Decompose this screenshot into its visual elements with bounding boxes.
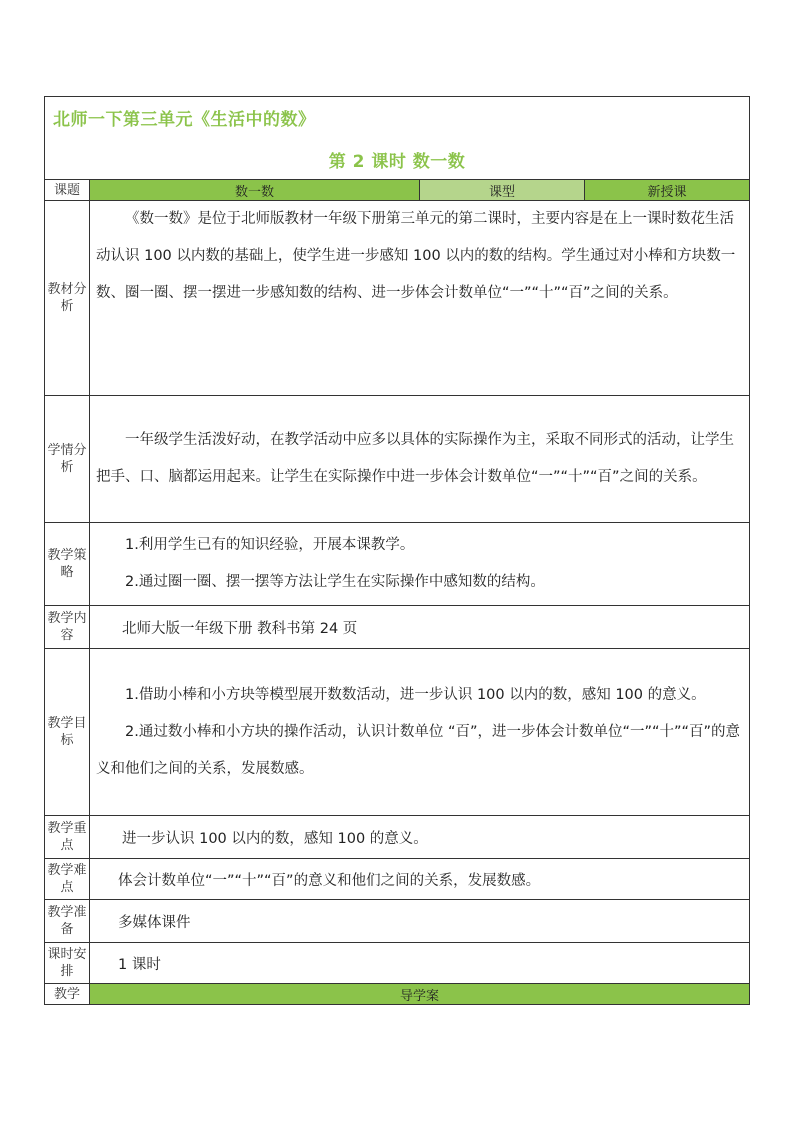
learner-analysis-row	[45, 396, 750, 523]
textbook-analysis-content	[90, 201, 750, 396]
topic-label: 课题	[45, 180, 90, 201]
learner-analysis-paragraph: 一年级学生活泼好动，在教学活动中应多以具体的实际操作为主，采取不同形式的活动，让学生把手、口、脑都运用起来。让学生在实际操作中进一步体会计数单位“一”“十”“百”之间的关系。	[96, 432, 734, 485]
topic-header-row	[45, 180, 750, 201]
teaching-content-text: 北师大版一年级下册 教科书第 24 页	[90, 606, 750, 649]
goal-item: 1.借助小棒和小方块等模型展开数数活动，进一步认识 100 以内的数，感知 100 的意义。	[125, 686, 706, 703]
difficulties-row	[45, 859, 750, 900]
strategy-label: 教学策略	[45, 523, 90, 606]
hours-text: 1 课时	[90, 943, 750, 984]
learner-analysis-content	[90, 396, 750, 523]
title-cell	[45, 97, 750, 180]
difficulties-label: 教学难点	[45, 859, 90, 900]
process-row	[45, 984, 750, 1005]
textbook-analysis-row	[45, 201, 750, 396]
strategy-item: 2.通过圈一圈、摆一摆等方法让学生在实际操作中感知数的结构。	[125, 574, 545, 590]
learner-analysis-label: 学情分析	[45, 396, 90, 523]
strategy-item: 1.利用学生已有的知识经验，开展本课教学。	[125, 537, 415, 553]
teaching-goals-content	[90, 649, 750, 816]
teaching-content-label: 教学内容	[45, 606, 90, 649]
lesson-plan-table	[44, 96, 750, 1005]
teaching-goals-row	[45, 649, 750, 816]
teaching-goals-label: 教学目标	[45, 649, 90, 816]
strategy-row	[45, 523, 750, 606]
process-value: 导学案	[90, 984, 750, 1005]
preparation-row	[45, 900, 750, 943]
difficulties-text: 体会计数单位“一”“十”“百”的意义和他们之间的关系，发展数感。	[90, 859, 750, 900]
preparation-text: 多媒体课件	[90, 900, 750, 943]
process-label: 教学	[45, 984, 90, 1005]
textbook-analysis-paragraph: 《数一数》是位于北师版教材一年级下册第三单元的第二课时，主要内容是在上一课时数花生活动认识 100 以内数的基础上，使学生进一步感知 100 以内的数的结构。学生通过对小棒和方块数一数、圈一圈、摆一摆进一步感知数的结构、进一步体会计数单位“一”“十”“百”之间的关系。	[96, 211, 736, 301]
goal-item: 2.通过数小棒和小方块的操作活动，认识计数单位 “百”，进一步体会计数单位“一”“十”“百”的意义和他们之间的关系，发展数感。	[96, 723, 741, 777]
textbook-analysis-label: 教材分析	[45, 201, 90, 396]
strategy-content	[90, 523, 750, 606]
key-points-text: 进一步认识 100 以内的数，感知 100 的意义。	[90, 816, 750, 859]
hours-row	[45, 943, 750, 984]
lesson-plan-document	[44, 96, 749, 1005]
key-points-row	[45, 816, 750, 859]
lesson-subtitle: 第 2 课时 数一数	[328, 152, 466, 172]
topic-value: 数一数	[90, 180, 420, 201]
key-points-label: 教学重点	[45, 816, 90, 859]
type-value: 新授课	[585, 180, 750, 201]
hours-label: 课时安排	[45, 943, 90, 984]
type-label: 课型	[420, 180, 585, 201]
preparation-label: 教学准备	[45, 900, 90, 943]
teaching-content-row	[45, 606, 750, 649]
document-title: 北师一下第三单元《生活中的数》	[53, 110, 316, 130]
